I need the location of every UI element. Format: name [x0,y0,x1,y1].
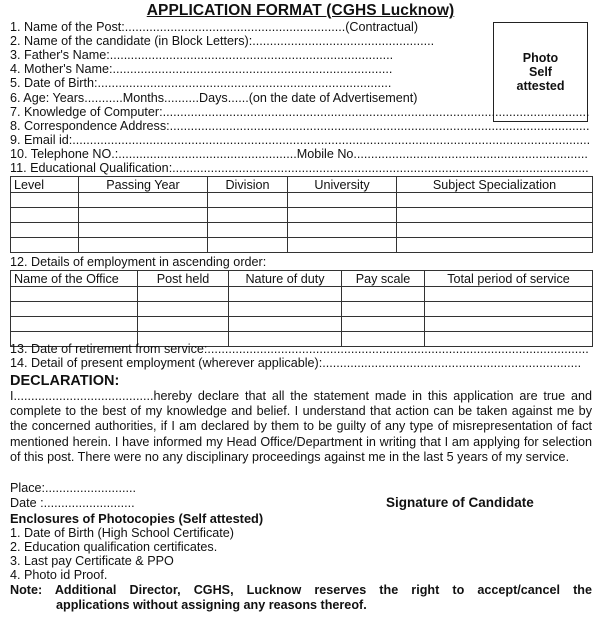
field-post-name: 1. Name of the Post:...............................................................(Contractual) [10,20,419,34]
date-field: Date :.......................... [10,496,135,510]
field-mother-name: 4. Mother's Name:................................................................................ [10,62,393,76]
col-passing-year: Passing Year [79,177,208,193]
table-cell[interactable] [288,223,397,238]
col-division: Division [208,177,288,193]
col-pay-scale: Pay scale [342,271,425,287]
col-office-name: Name of the Office [11,271,138,287]
field-correspondence-address: 8. Correspondence Address:........................................................................................................................ [10,119,590,133]
declaration-text: I........................................hereby declare that all the statement made in this application are true and complete to the best of my knowledge and belief. I understand that action can be taken against me by the concerned authorities, if I am declared by them to be guilty of any type of misrepresentation of fact mentioned herein. I have informed my Head Office/Department in writing that I am applying for selection of this post. There were no any disciplinary proceedings against me in the last 5 years of my service. [10,389,592,464]
table-row [11,223,593,238]
col-nature-of-duty: Nature of duty [229,271,342,287]
col-post-held: Post held [138,271,229,287]
enclosure-item: 1. Date of Birth (High School Certificate) [10,526,234,540]
table-cell[interactable] [208,238,288,253]
table-cell[interactable] [288,193,397,208]
table-cell[interactable] [397,223,593,238]
field-retirement-date: 13. Date of retirement from service:............................................................................................................. [10,342,589,356]
field-present-employment: 14. Detail of present employment (wherever applicable):.......................................................................... [10,356,582,370]
table-cell[interactable] [342,302,425,317]
table-cell[interactable] [79,208,208,223]
table-cell[interactable] [79,223,208,238]
enclosure-item: 4. Photo id Proof. [10,568,108,582]
table-cell[interactable] [397,208,593,223]
table-cell[interactable] [138,287,229,302]
table-row [11,302,593,317]
employment-header-row [11,271,593,287]
enclosure-item: 3. Last pay Certificate & PPO [10,554,174,568]
field-email: 9. Email id:.................................................................................................................................................... [10,133,591,147]
table-row [11,208,593,223]
field-educational-qualification: 11. Educational Qualification:....................................................................................................................... [10,161,589,175]
table-cell[interactable] [11,287,138,302]
table-cell[interactable] [11,302,138,317]
table-cell[interactable] [79,193,208,208]
table-cell[interactable] [208,223,288,238]
table-cell[interactable] [342,317,425,332]
photo-attested-label: attested [516,79,565,93]
signature-label: Signature of Candidate [386,495,534,510]
table-cell[interactable] [288,208,397,223]
field-computer-knowledge: 7. Knowledge of Computer:.......................................................................................................................... [10,105,590,119]
table-cell[interactable] [425,287,593,302]
table-cell[interactable] [229,287,342,302]
field-age: 6. Age: Years...........Months..........Days......(on the date of Advertisement) [10,91,418,105]
table-row [11,238,593,253]
education-header-row [11,177,593,193]
table-cell[interactable] [208,193,288,208]
table-cell[interactable] [11,208,79,223]
note [10,583,592,613]
table-cell[interactable] [79,238,208,253]
table-row [11,193,593,208]
education-table [10,176,593,253]
col-total-period: Total period of service [425,271,593,287]
table-cell[interactable] [397,238,593,253]
table-cell[interactable] [11,223,79,238]
photo-self-label: Self [529,65,552,79]
form-title: APPLICATION FORMAT (CGHS Lucknow) [146,2,455,19]
note-line-2: applications without assigning any reasons thereof. [56,598,367,612]
table-cell[interactable] [425,302,593,317]
table-cell[interactable] [11,238,79,253]
table-row [11,287,593,302]
table-cell[interactable] [229,317,342,332]
table-cell[interactable] [425,317,593,332]
col-level: Level [11,177,79,193]
table-cell[interactable] [138,302,229,317]
table-cell[interactable] [11,193,79,208]
field-candidate-name: 2. Name of the candidate (in Block Letters):.................................................... [10,34,435,48]
field-father-name: 3. Father's Name:................................................................................. [10,48,394,62]
employment-heading: 12. Details of employment in ascending order: [10,255,267,269]
employment-table [10,270,593,347]
table-cell[interactable] [288,238,397,253]
note-line-1: Note: Additional Director, CGHS, Lucknow reserves the right to accept/cancel the [10,583,592,597]
table-row [11,317,593,332]
table-cell[interactable] [342,287,425,302]
table-cell[interactable] [397,193,593,208]
declaration-heading: DECLARATION: [10,373,120,389]
enclosure-item: 2. Education qualification certificates. [10,540,218,554]
field-date-of-birth: 5. Date of Birth:.................................................................................... [10,76,392,90]
place-field: Place:.......................... [10,481,136,495]
table-cell[interactable] [229,302,342,317]
field-telephone-mobile: 10. Telephone NO.:...................................................Mobile No................................................................... [10,147,588,161]
table-cell[interactable] [138,317,229,332]
col-university: University [288,177,397,193]
enclosures-heading: Enclosures of Photocopies (Self attested) [10,511,264,526]
col-subject-specialization: Subject Specialization [397,177,593,193]
table-cell[interactable] [208,208,288,223]
table-cell[interactable] [11,317,138,332]
photo-label: Photo [522,51,559,65]
